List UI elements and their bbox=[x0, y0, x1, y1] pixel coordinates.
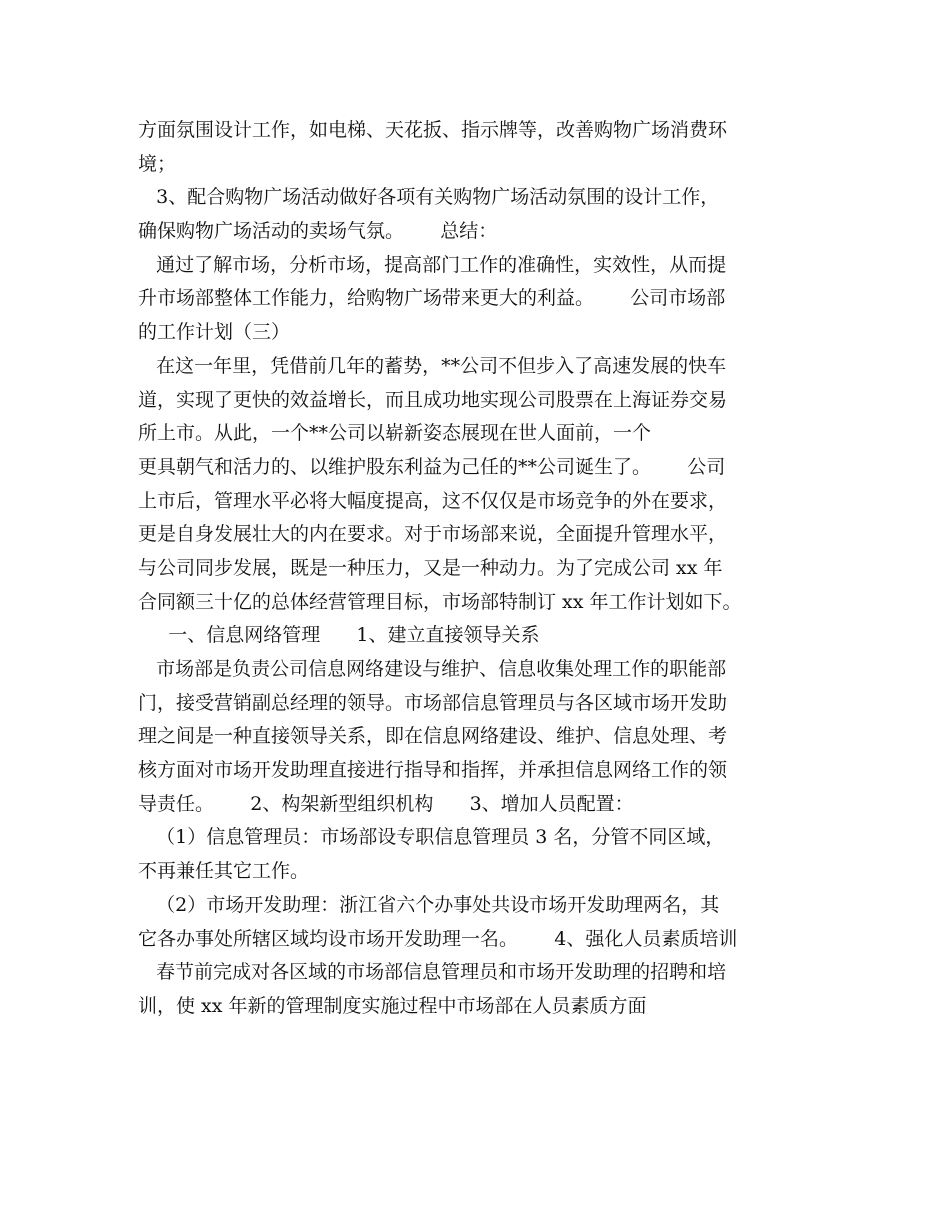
text-line: 核方面对市场开发助理直接进行指导和指挥，并承担信息网络工作的领 bbox=[138, 759, 728, 782]
text-line: 上市后，管理水平必将大幅度提高，这不仅仅是市场竞争的外在要求， bbox=[138, 489, 728, 512]
text-line: 市场部是负责公司信息网络建设与维护、信息收集处理工作的职能部 bbox=[138, 658, 727, 680]
text-line: 方面氛围设计工作，如电梯、天花扳、指示牌等，改善购物广场消费环 bbox=[138, 119, 728, 141]
text-line: 一、信息网络管理 1、建立直接领导关系 bbox=[138, 624, 540, 647]
text-line: 境； bbox=[138, 152, 177, 175]
text-line: 确保购物广场活动的卖场气氛。 总结： bbox=[138, 220, 498, 243]
text-line: 理之间是一种直接领导关系，即在信息网络建设、维护、信息处理、考 bbox=[138, 725, 728, 748]
text-line: 升市场部整体工作能力，给购物广场带来更大的利益。 公司市场部 bbox=[138, 287, 726, 310]
text-line: 门，接受营销副总经理的领导。市场部信息管理员与各区域市场开发助 bbox=[138, 691, 728, 714]
text-line: （2）市场开发助理：浙江省六个办事处共设市场开发助理两名，其 bbox=[138, 893, 720, 916]
text-line: 道，实现了更快的效益增长，而且成功地实现公司股票在上海证券交易 bbox=[138, 388, 728, 411]
text-line: （1）信息管理员：市场部设专职信息管理员 3 名，分管不同区域， bbox=[138, 826, 725, 849]
text-line: 所上市。从此，一个**公司以崭新姿态展现在世人面前，一个 bbox=[138, 422, 652, 445]
text-line: 在这一年里，凭借前几年的蓄势，**公司不但步入了高速发展的快车 bbox=[138, 354, 727, 377]
text-line: 的工作计划（三） bbox=[138, 321, 291, 344]
text-line: 春节前完成对各区域的市场部信息管理员和市场开发助理的招聘和培 bbox=[138, 961, 727, 984]
document-body bbox=[138, 114, 828, 1024]
text-line: 训，使 xx 年新的管理制度实施过程中市场部在人员素质方面 bbox=[138, 994, 647, 1017]
text-line: 不再兼任其它工作。 bbox=[138, 860, 310, 883]
text-line: 与公司同步发展，既是一种压力，又是一种动力。为了完成公司 xx 年 bbox=[138, 556, 723, 579]
text-line: 3、配合购物广场活动做好各项有关购物广场活动氛围的设计工作， bbox=[138, 186, 720, 209]
text-line: 合同额三十亿的总体经营管理目标，市场部特制订 xx 年工作计划如下。 bbox=[138, 590, 742, 613]
text-line: 通过了解市场，分析市场，提高部门工作的准确性，实效性，从而提 bbox=[138, 253, 727, 276]
text-line: 更具朝气和活力的、以维护股东利益为己任的**公司诞生了。 公司 bbox=[138, 455, 726, 478]
text-line: 它各办事处所辖区域均设市场开发助理一名。 4、强化人员素质培训 bbox=[138, 927, 738, 950]
text-line: 导责任。 2、构架新型组织机构 3、增加人员配置： bbox=[138, 792, 634, 815]
text-line: 更是自身发展壮大的内在要求。对于市场部来说，全面提升管理水平， bbox=[138, 523, 728, 546]
